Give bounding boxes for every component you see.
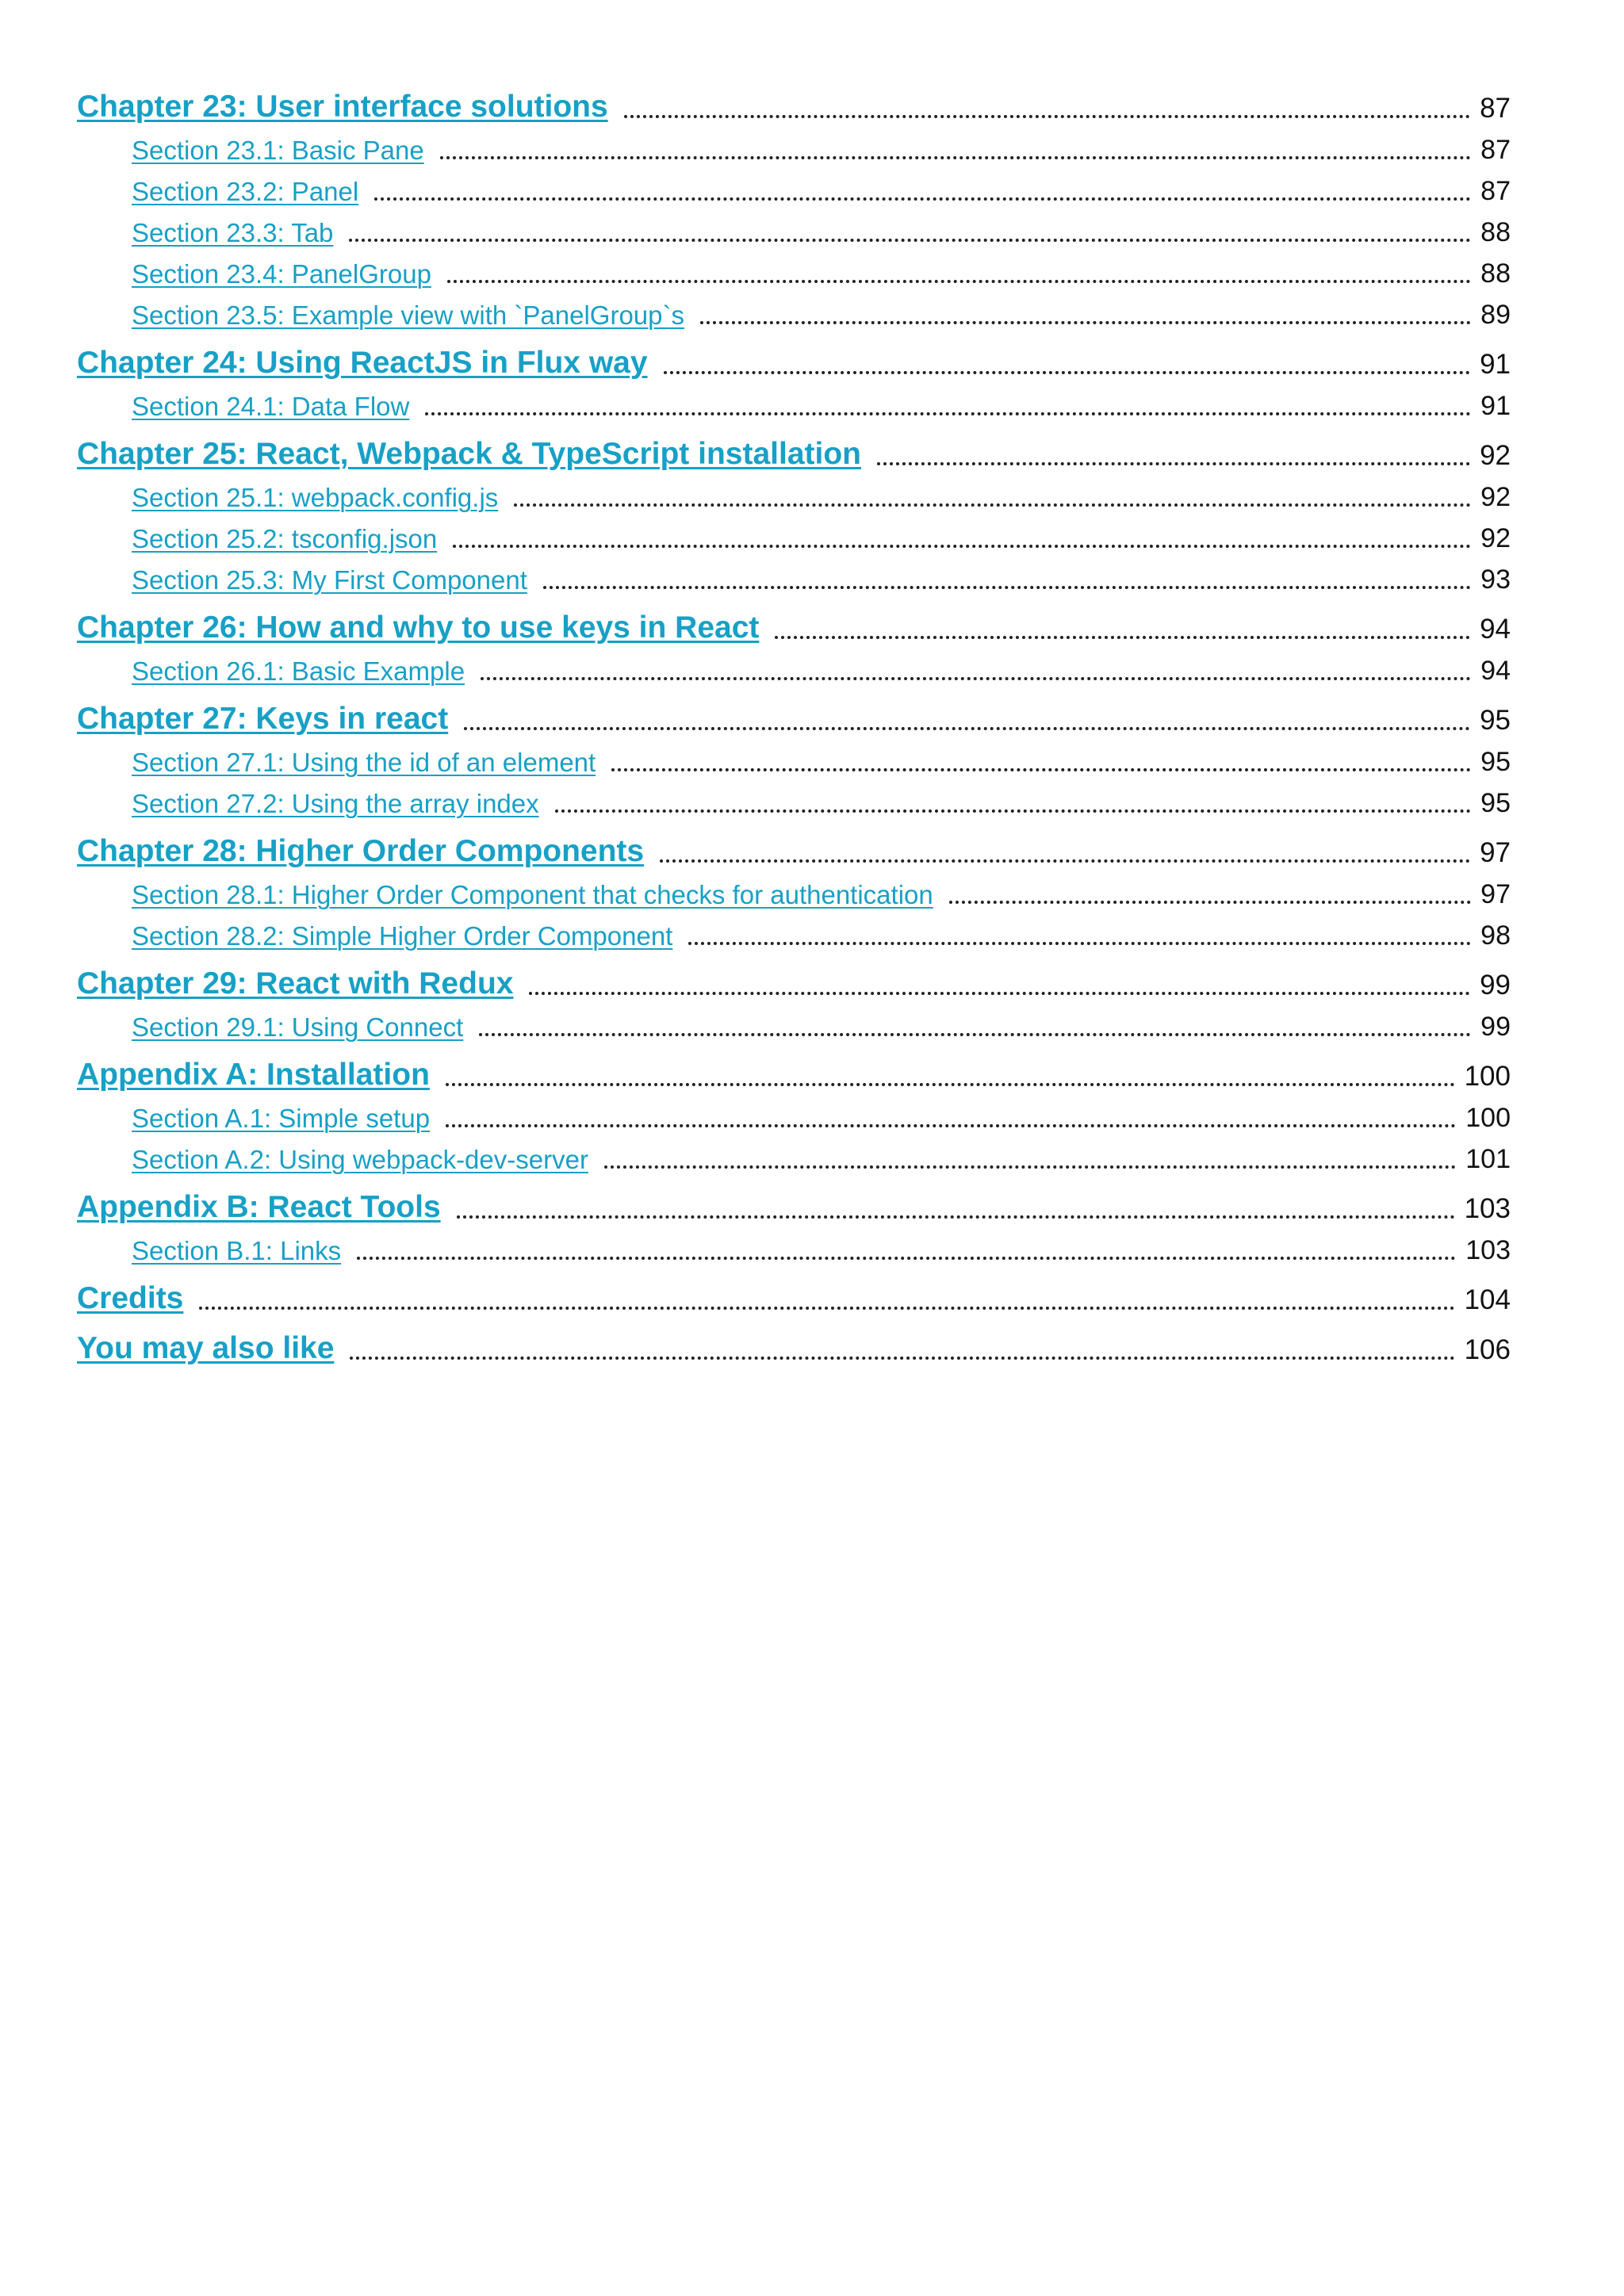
toc-section-entry	[77, 645, 1511, 687]
toc-page-number[interactable]: 91	[1480, 349, 1511, 380]
dot-leader	[457, 1215, 1455, 1219]
dot-leader	[624, 115, 1470, 118]
toc-chapter-entry	[77, 1266, 1511, 1316]
toc-page-number[interactable]: 99	[1480, 1012, 1511, 1042]
toc-page-number[interactable]: 97	[1480, 879, 1511, 909]
toc-chapter-link[interactable]: Chapter 23: User interface solutions	[77, 90, 608, 124]
toc-section-link[interactable]: Section B.1: Links	[132, 1236, 342, 1265]
dot-leader	[543, 586, 1471, 589]
toc-section-entry	[77, 778, 1511, 819]
toc-section-entry	[77, 472, 1511, 513]
toc-section-entry	[77, 166, 1511, 207]
toc-section-entry	[77, 1225, 1511, 1266]
toc-section-entry	[77, 869, 1511, 910]
toc-chapter-link[interactable]: Appendix A: Installation	[77, 1058, 430, 1092]
toc-section-entry	[77, 207, 1511, 248]
toc-page-number[interactable]: 95	[1480, 788, 1511, 818]
dot-leader	[453, 545, 1471, 548]
dot-leader	[440, 156, 1471, 159]
dot-leader	[700, 321, 1471, 324]
toc-page-number[interactable]: 88	[1480, 258, 1511, 289]
toc-section-link[interactable]: Section 28.2: Simple Higher Order Component	[132, 921, 673, 951]
toc-chapter-link[interactable]: Chapter 29: React with Redux	[77, 966, 514, 1001]
toc-section-entry	[77, 381, 1511, 422]
toc-page-number[interactable]: 98	[1480, 920, 1511, 951]
toc-page-number[interactable]: 95	[1480, 747, 1511, 777]
toc-section-link[interactable]: Section 26.1: Basic Example	[132, 656, 465, 686]
toc-section-entry	[77, 248, 1511, 289]
toc-page-number[interactable]: 99	[1480, 970, 1511, 1001]
toc-page-number[interactable]: 103	[1464, 1193, 1511, 1224]
toc-section-link[interactable]: Section 28.1: Higher Order Component that checks for authentication	[132, 880, 933, 909]
toc-chapter-link[interactable]: Chapter 28: Higher Order Components	[77, 834, 645, 868]
dot-leader	[446, 1083, 1455, 1086]
toc-page-number[interactable]: 87	[1480, 176, 1511, 206]
toc-section-link[interactable]: Section 23.4: PanelGroup	[132, 259, 431, 289]
dot-leader	[357, 1257, 1456, 1260]
dot-leader	[374, 197, 1471, 201]
toc-chapter-entry	[77, 1175, 1511, 1225]
toc-chapter-entry	[77, 1043, 1511, 1093]
toc-page-number[interactable]: 92	[1480, 440, 1511, 471]
toc-page-number[interactable]: 87	[1480, 93, 1511, 124]
toc-section-entry	[77, 910, 1511, 951]
toc-section-link[interactable]: Section 27.1: Using the id of an element	[132, 748, 596, 777]
toc-section-link[interactable]: Section 25.2: tsconfig.json	[132, 524, 438, 553]
toc-section-entry	[77, 1093, 1511, 1134]
toc-section-link[interactable]: Section 24.1: Data Flow	[132, 392, 410, 421]
toc-section-entry	[77, 554, 1511, 595]
dot-leader	[446, 1124, 1456, 1127]
toc-chapter-link[interactable]: You may also like	[77, 1331, 335, 1365]
dot-leader	[464, 727, 1470, 730]
dot-leader	[688, 942, 1471, 945]
dot-leader	[949, 901, 1471, 904]
toc-page-number[interactable]: 100	[1464, 1061, 1511, 1092]
toc-chapter-entry	[77, 331, 1511, 381]
toc-section-link[interactable]: Section A.1: Simple setup	[132, 1104, 431, 1133]
toc-page-number[interactable]: 95	[1480, 705, 1511, 736]
toc-page-number[interactable]: 91	[1480, 391, 1511, 421]
toc-section-entry	[77, 1134, 1511, 1175]
toc-chapter-link[interactable]: Appendix B: React Tools	[77, 1190, 441, 1224]
dot-leader	[604, 1165, 1456, 1169]
toc-chapter-link[interactable]: Credits	[77, 1281, 184, 1315]
toc-chapter-entry	[77, 1316, 1511, 1366]
dot-leader	[349, 239, 1471, 242]
dot-leader	[425, 412, 1471, 415]
toc-section-link[interactable]: Section A.2: Using webpack-dev-server	[132, 1145, 588, 1174]
dot-leader	[611, 768, 1471, 771]
toc-page-number[interactable]: 93	[1480, 564, 1511, 595]
toc-page-number[interactable]: 101	[1465, 1144, 1511, 1174]
toc-page-number[interactable]: 94	[1480, 656, 1511, 686]
dot-leader	[481, 677, 1471, 680]
toc-section-link[interactable]: Section 27.2: Using the array index	[132, 789, 539, 818]
toc-chapter-entry	[77, 951, 1511, 1001]
dot-leader	[660, 859, 1470, 863]
toc-page-number[interactable]: 100	[1465, 1103, 1511, 1133]
dot-leader	[775, 636, 1470, 639]
dot-leader	[350, 1357, 1454, 1360]
dot-leader	[877, 462, 1470, 465]
toc-page-number[interactable]: 94	[1480, 614, 1511, 645]
toc-section-link[interactable]: Section 23.5: Example view with `PanelGroup`s	[132, 300, 684, 330]
toc-page-number[interactable]: 97	[1480, 837, 1511, 868]
toc-page-number[interactable]: 92	[1480, 523, 1511, 553]
dot-leader	[514, 503, 1471, 507]
toc-chapter-link[interactable]: Chapter 24: Using ReactJS in Flux way	[77, 346, 648, 380]
toc-page-number[interactable]: 103	[1465, 1235, 1511, 1265]
toc-chapter-entry	[77, 79, 1511, 124]
toc-page-number[interactable]: 92	[1480, 482, 1511, 512]
toc-chapter-entry	[77, 422, 1511, 472]
dot-leader	[447, 280, 1471, 283]
dot-leader	[664, 371, 1471, 374]
toc-page-number[interactable]: 89	[1480, 300, 1511, 330]
toc-page-number[interactable]: 104	[1464, 1284, 1511, 1315]
toc-section-link[interactable]: Section 23.3: Tab	[132, 218, 334, 247]
toc-chapter-entry	[77, 595, 1511, 645]
toc-section-entry	[77, 737, 1511, 778]
toc-section-link[interactable]: Section 25.1: webpack.config.js	[132, 483, 499, 512]
dot-leader	[529, 992, 1470, 995]
dot-leader	[479, 1033, 1471, 1036]
toc-chapter-link[interactable]: Chapter 27: Keys in react	[77, 702, 449, 736]
dot-leader	[555, 809, 1472, 813]
toc-chapter-link[interactable]: Chapter 26: How and why to use keys in React	[77, 610, 760, 645]
toc-page-number[interactable]: 106	[1464, 1334, 1511, 1365]
toc-section-entry	[77, 289, 1511, 331]
toc-section-link[interactable]: Section 29.1: Using Connect	[132, 1012, 464, 1042]
toc-chapter-entry	[77, 687, 1511, 737]
toc-page-number[interactable]: 87	[1480, 135, 1511, 165]
toc-section-link[interactable]: Section 23.1: Basic Pane	[132, 136, 424, 165]
dot-leader	[199, 1307, 1454, 1310]
toc-chapter-link[interactable]: Chapter 25: React, Webpack & TypeScript installation	[77, 437, 861, 471]
table-of-contents	[77, 79, 1511, 1366]
toc-page-number[interactable]: 88	[1480, 217, 1511, 247]
toc-section-entry	[77, 1001, 1511, 1043]
toc-section-link[interactable]: Section 23.2: Panel	[132, 177, 359, 206]
toc-section-entry	[77, 513, 1511, 554]
toc-chapter-entry	[77, 819, 1511, 869]
toc-section-entry	[77, 124, 1511, 166]
toc-section-link[interactable]: Section 25.3: My First Component	[132, 565, 527, 595]
